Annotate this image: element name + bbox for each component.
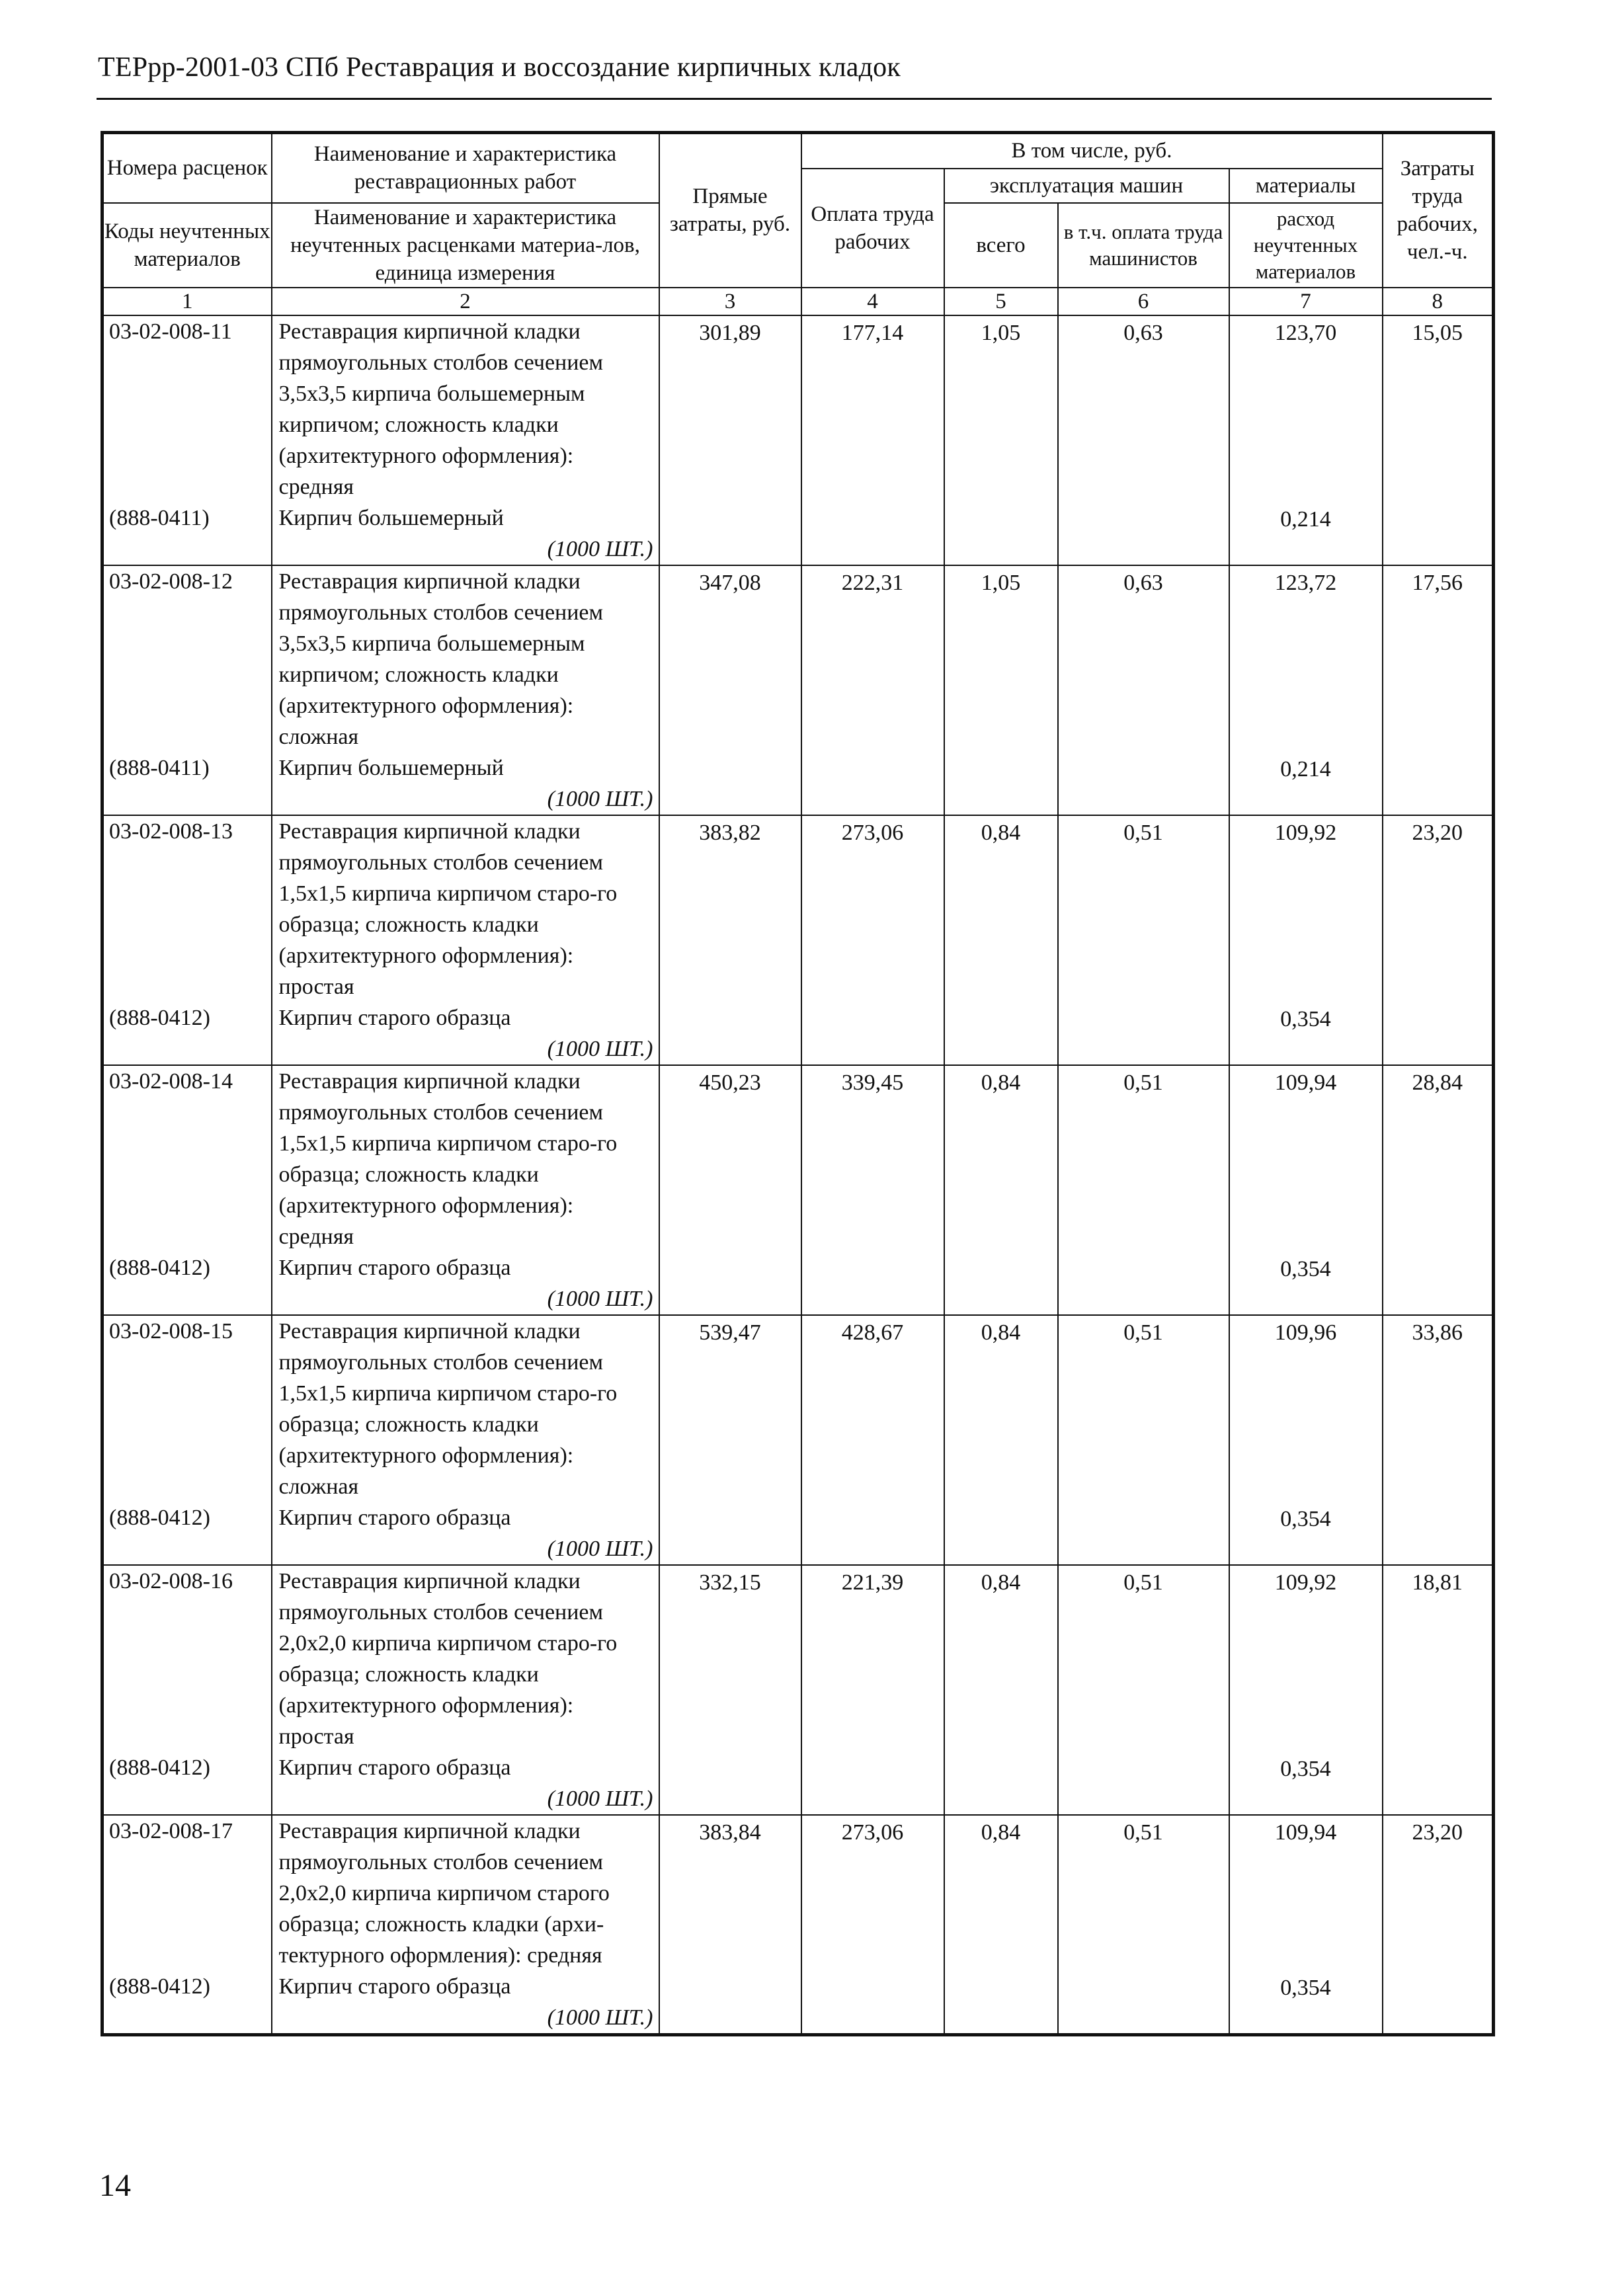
- column-number: 5: [944, 288, 1058, 315]
- materials-cell: [1229, 315, 1383, 565]
- materials-value: 123,70: [1274, 320, 1337, 345]
- header-unaccounted-material-names: Наименование и характеристика неучтенных расценками материа-лов, единица измерения: [272, 203, 659, 288]
- machinists-pay-value: 0,63: [1058, 565, 1229, 815]
- material-code: (888-0411): [109, 755, 210, 780]
- column-number: 4: [801, 288, 944, 315]
- machinists-pay-value: 0,51: [1058, 1065, 1229, 1315]
- materials-value: 109,94: [1274, 1070, 1337, 1095]
- direct-costs-value: 539,47: [659, 1315, 801, 1565]
- material-name: Кирпич большемерный: [278, 755, 504, 780]
- materials-value: 109,92: [1274, 1570, 1337, 1595]
- material-code: (888-0412): [109, 1755, 210, 1780]
- column-number-row: [102, 288, 1494, 315]
- header-including-group: В том числе, руб.: [801, 133, 1383, 169]
- rate-code-cell: [102, 815, 272, 1065]
- table-body: [102, 315, 1494, 2035]
- machines-total-value: 0,84: [944, 1565, 1058, 1815]
- machinists-pay-value: 0,51: [1058, 1315, 1229, 1565]
- column-number: 1: [102, 288, 272, 315]
- direct-costs-value: 301,89: [659, 315, 801, 565]
- tariff-table: [101, 131, 1495, 2036]
- materials-cell: [1229, 1315, 1383, 1565]
- column-number: 6: [1058, 288, 1229, 315]
- materials-cell: [1229, 1815, 1383, 2035]
- material-unit: (1000 ШТ.): [547, 1036, 653, 1061]
- material-amount-value: 0,354: [1280, 1506, 1331, 1531]
- description-cell: [272, 315, 659, 565]
- table-row: [102, 815, 1494, 1065]
- description-cell: [272, 815, 659, 1065]
- work-description: Реставрация кирпичной кладки прямоугольных столбов сечением 3,5х3,5 кирпича большемерным кирпичом; сложность кладки (архитектурного оформления): сложная: [278, 569, 604, 749]
- description-cell: [272, 1065, 659, 1315]
- rate-code-cell: [102, 565, 272, 815]
- direct-costs-value: 332,15: [659, 1565, 801, 1815]
- machinists-pay-value: 0,51: [1058, 1565, 1229, 1815]
- labor-pay-value: 339,45: [801, 1065, 944, 1315]
- materials-value: 109,94: [1274, 1820, 1337, 1845]
- materials-cell: [1229, 1065, 1383, 1315]
- work-description: Реставрация кирпичной кладки прямоугольных столбов сечением 2,0х2,0 кирпича кирпичом старого образца; сложность кладки (архи-тектурного оформления): средняя: [278, 1818, 610, 1968]
- machinists-pay-value: 0,51: [1058, 1815, 1229, 2035]
- rate-code: 03-02-008-15: [109, 1318, 233, 1344]
- page-number: 14: [99, 2168, 131, 2203]
- material-name: Кирпич старого образца: [278, 1755, 511, 1780]
- material-name: Кирпич старого образца: [278, 1505, 511, 1530]
- work-description: Реставрация кирпичной кладки прямоугольных столбов сечением 1,5х1,5 кирпича кирпичом старо-го образца; сложность кладки (архитектурного оформления): средняя: [278, 1068, 618, 1249]
- material-amount-value: 0,214: [1280, 506, 1331, 532]
- table-row: [102, 315, 1494, 565]
- materials-value: 109,96: [1274, 1320, 1337, 1345]
- header-work-name: Наименование и характеристика реставрационных работ: [272, 133, 659, 203]
- machinists-pay-value: 0,51: [1058, 815, 1229, 1065]
- rate-code-cell: [102, 1565, 272, 1815]
- direct-costs-value: 383,84: [659, 1815, 801, 2035]
- header-rule: [97, 98, 1492, 100]
- header-machinists-pay: в т.ч. оплата труда машинистов: [1058, 203, 1229, 288]
- material-amount-value: 0,354: [1280, 1756, 1331, 1781]
- header-rate-numbers: Номера расценок: [102, 133, 272, 203]
- material-code: (888-0412): [109, 1974, 210, 1999]
- rate-code-cell: [102, 1065, 272, 1315]
- header-labor-hours: Затраты труда рабочих, чел.-ч.: [1383, 133, 1494, 288]
- labor-pay-value: 428,67: [801, 1315, 944, 1565]
- labor-pay-value: 273,06: [801, 1815, 944, 2035]
- running-head-title: ТЕРрр-2001-03 СПб Реставрация и воссоздание кирпичных кладок: [98, 52, 901, 83]
- column-number: 3: [659, 288, 801, 315]
- table-header: [102, 133, 1494, 315]
- labor-hours-value: 15,05: [1383, 315, 1494, 565]
- materials-value: 109,92: [1274, 820, 1337, 845]
- material-code: (888-0412): [109, 1255, 210, 1280]
- rate-code: 03-02-008-12: [109, 569, 233, 594]
- material-unit: (1000 ШТ.): [547, 536, 653, 561]
- description-cell: [272, 565, 659, 815]
- material-code: (888-0411): [109, 505, 210, 530]
- machines-total-value: 1,05: [944, 315, 1058, 565]
- machines-total-value: 0,84: [944, 1315, 1058, 1565]
- machines-total-value: 1,05: [944, 565, 1058, 815]
- description-cell: [272, 1815, 659, 2035]
- materials-value: 123,72: [1274, 570, 1337, 595]
- direct-costs-value: 383,82: [659, 815, 801, 1065]
- column-number: 2: [272, 288, 659, 315]
- labor-hours-value: 17,56: [1383, 565, 1494, 815]
- table-row: [102, 1065, 1494, 1315]
- table-row: [102, 565, 1494, 815]
- direct-costs-value: 347,08: [659, 565, 801, 815]
- header-machines-group: эксплуатация машин: [944, 169, 1229, 203]
- rate-code: 03-02-008-14: [109, 1068, 233, 1094]
- machines-total-value: 0,84: [944, 1065, 1058, 1315]
- machines-total-value: 0,84: [944, 1815, 1058, 2035]
- labor-pay-value: 222,31: [801, 565, 944, 815]
- table-row: [102, 1565, 1494, 1815]
- description-cell: [272, 1315, 659, 1565]
- work-description: Реставрация кирпичной кладки прямоугольных столбов сечением 3,5х3,5 кирпича большемерным кирпичом; сложность кладки (архитектурного оформления): средняя: [278, 319, 604, 499]
- labor-pay-value: 221,39: [801, 1565, 944, 1815]
- header-materials-group: материалы: [1229, 169, 1383, 203]
- direct-costs-value: 450,23: [659, 1065, 801, 1315]
- labor-hours-value: 33,86: [1383, 1315, 1494, 1565]
- materials-cell: [1229, 815, 1383, 1065]
- rate-code-cell: [102, 1815, 272, 2035]
- rate-code: 03-02-008-13: [109, 819, 233, 844]
- header-material-consumption: расход неучтенных материалов: [1229, 203, 1383, 288]
- work-description: Реставрация кирпичной кладки прямоугольных столбов сечением 1,5х1,5 кирпича кирпичом старо-го образца; сложность кладки (архитектурного оформления): сложная: [278, 1318, 618, 1499]
- machinists-pay-value: 0,63: [1058, 315, 1229, 565]
- work-description: Реставрация кирпичной кладки прямоугольных столбов сечением 2,0х2,0 кирпича кирпичом старо-го образца; сложность кладки (архитектурного оформления): простая: [278, 1568, 618, 1749]
- material-name: Кирпич старого образца: [278, 1255, 511, 1280]
- labor-hours-value: 23,20: [1383, 1815, 1494, 2035]
- material-name: Кирпич большемерный: [278, 505, 504, 530]
- material-amount-value: 0,354: [1280, 1975, 1331, 2000]
- material-unit: (1000 ШТ.): [547, 2005, 653, 2030]
- labor-hours-value: 18,81: [1383, 1565, 1494, 1815]
- rate-code-cell: [102, 315, 272, 565]
- material-name: Кирпич старого образца: [278, 1005, 511, 1030]
- column-number: 7: [1229, 288, 1383, 315]
- material-amount-value: 0,214: [1280, 756, 1331, 782]
- table-row: [102, 1315, 1494, 1565]
- materials-cell: [1229, 1565, 1383, 1815]
- labor-pay-value: 177,14: [801, 315, 944, 565]
- rate-code: 03-02-008-11: [109, 319, 232, 344]
- material-unit: (1000 ШТ.): [547, 1286, 653, 1311]
- material-unit: (1000 ШТ.): [547, 1786, 653, 1811]
- header-machines-total: всего: [944, 203, 1058, 288]
- material-unit: (1000 ШТ.): [547, 1536, 653, 1561]
- material-code: (888-0412): [109, 1505, 210, 1530]
- rate-code-cell: [102, 1315, 272, 1565]
- rate-code: 03-02-008-17: [109, 1818, 233, 1843]
- work-description: Реставрация кирпичной кладки прямоугольных столбов сечением 1,5х1,5 кирпича кирпичом старо-го образца; сложность кладки (архитектурного оформления): простая: [278, 819, 618, 999]
- labor-pay-value: 273,06: [801, 815, 944, 1065]
- description-cell: [272, 1565, 659, 1815]
- column-number: 8: [1383, 288, 1494, 315]
- rate-code: 03-02-008-16: [109, 1568, 233, 1593]
- material-code: (888-0412): [109, 1005, 210, 1030]
- material-unit: (1000 ШТ.): [547, 786, 653, 811]
- material-amount-value: 0,354: [1280, 1256, 1331, 1281]
- materials-cell: [1229, 565, 1383, 815]
- labor-hours-value: 28,84: [1383, 1065, 1494, 1315]
- material-amount-value: 0,354: [1280, 1006, 1331, 1031]
- material-name: Кирпич старого образца: [278, 1974, 511, 1999]
- header-unaccounted-material-codes: Коды неучтенных материалов: [102, 203, 272, 288]
- labor-hours-value: 23,20: [1383, 815, 1494, 1065]
- machines-total-value: 0,84: [944, 815, 1058, 1065]
- table-row: [102, 1815, 1494, 2035]
- header-labor-pay: Оплата труда рабочих: [801, 169, 944, 288]
- header-direct-costs: Прямые затраты, руб.: [659, 133, 801, 288]
